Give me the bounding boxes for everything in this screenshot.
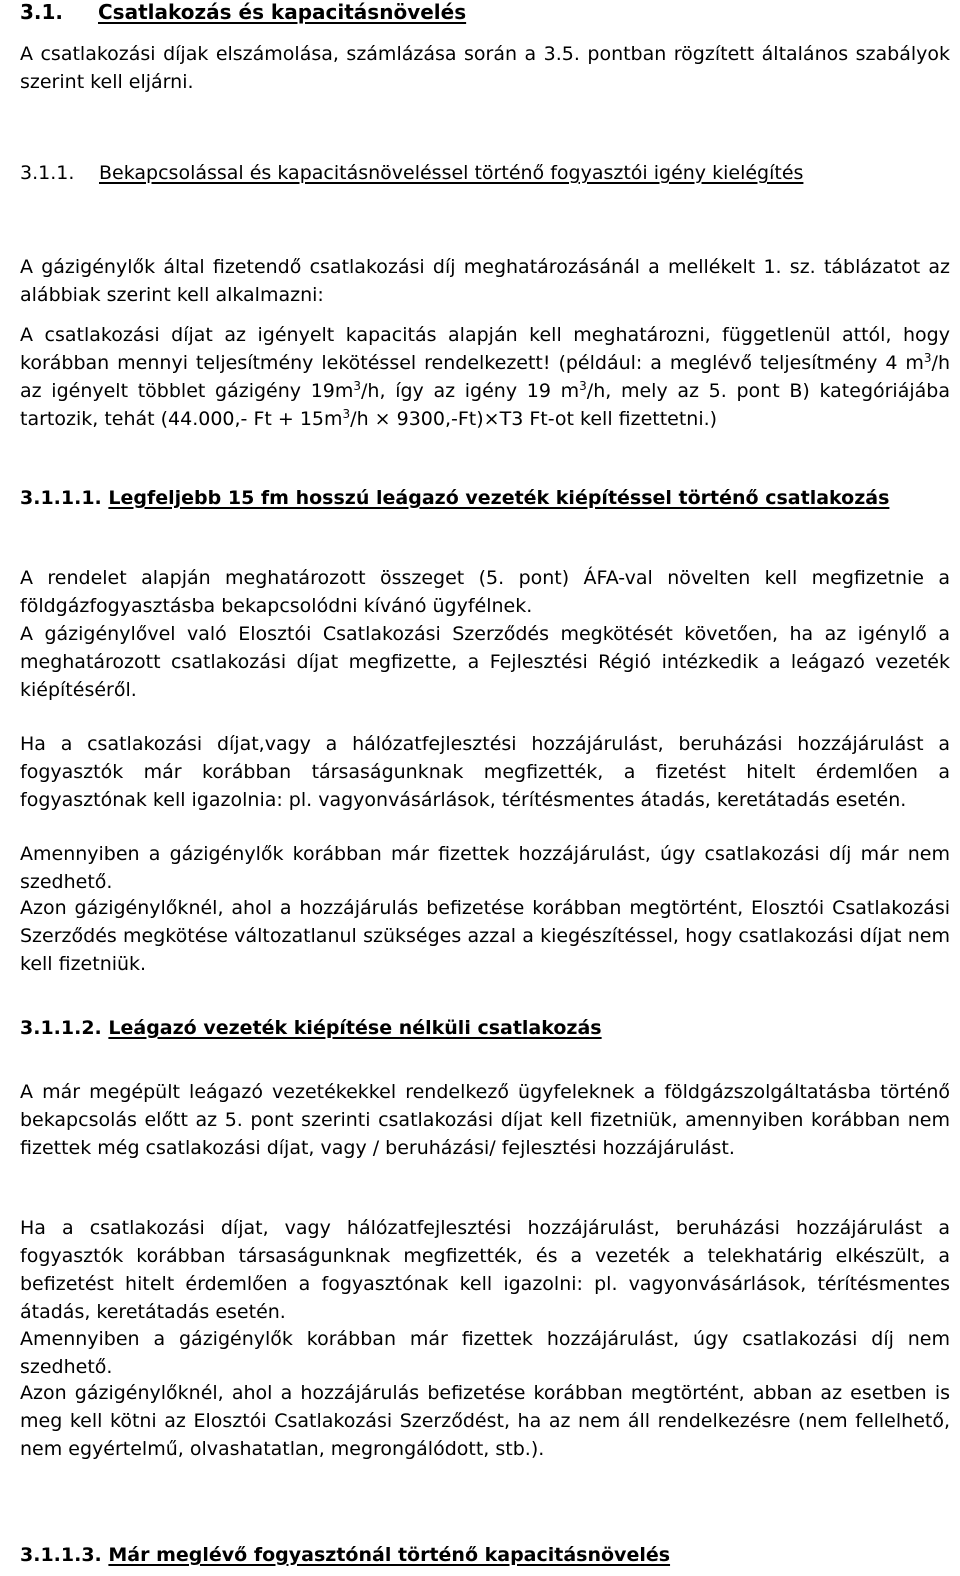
paragraph-2b: Ha a csatlakozási díjat, vagy hálózatfejlesztési hozzájárulást, beruházási hozzájárulást a fogyasztók korábban társaságunknak megfizették, és a vezeték a telekhatárig elkészült, a befizetést hitelt érdemlően a fogyasztónak kell igazolni: pl. vagyonvásárlások, térítésmentes átadás, keretátadás esetén. (20, 1217, 950, 1323)
section-number: 3.1. (20, 0, 64, 24)
section-heading-3-1 (20, 0, 950, 26)
paragraph-2a: A már megépült leágazó vezetékekkel rendelkező ügyfeleknek a földgázszolgáltatásba történő bekapcsolás előtt az 5. pont szerinti csatlakozási díjat kell fizetniük, amennyiben korábban nem fizettek még csatlakozási díjat, vagy / beruházási/ fejlesztési hozzájárulást. (20, 1081, 950, 1159)
section-title: Legfeljebb 15 fm hosszú leágazó vezeték kiépítéssel történő csatlakozás (108, 487, 890, 509)
section-number: 3.1.1. (20, 162, 75, 184)
section-number: 3.1.1.1. (20, 487, 102, 509)
section-title: Leágazó vezeték kiépítése nélküli csatlakozás (108, 1017, 602, 1039)
paragraph-1a: A rendelet alapján meghatározott összeget (5. pont) ÁFA-val növelten kell megfizetnie a földgázfogyasztásba bekapcsolódni kívánó ügyfélnek. (20, 567, 950, 617)
paragraph-2d: Azon gázigénylőknél, ahol a hozzájárulás befizetése korábban megtörtént, abban az esetben is meg kell kötni az Elosztói Csatlakozási Szerződést, ha az nem áll rendelkezésre (nem fellelhető, nem egyértelmű, olvashatatlan, megrongálódott, stb.). (20, 1382, 950, 1460)
capacity-example-paragraph: A csatlakozási díjat az igényelt kapacitás alapján kell meghatározni, függetlenül attól, hogy korábban mennyi teljesítmény lekötéssel rendelkezett! (például: a meglévő teljesítmény 4 $m^3/h$ az igényelt többlet gázigény $19m^3/h$, így az igény 19 $m^3/h$, mely az 5. pont B) kategóriájába tartozik, tehát (44.000,- $Ft + 15m^3/h \times 9300,-Ft)\times T3$ Ft-ot kell fizettetni.) (20, 324, 950, 430)
paragraph-1e: Azon gázigénylőknél, ahol a hozzájárulás befizetése korábban megtörtént, Elosztói Csatlakozási Szerződés megkötése változatlanul szükséges azzal a kiegészítéssel, hogy csatlakozási díjat nem kell fizetniük. (20, 897, 950, 975)
section-heading-3-1-1-3 (20, 1541, 950, 1569)
table-usage-paragraph: A gázigénylők által fizetendő csatlakozási díj meghatározásánál a mellékelt 1. sz. táblázatot az alábbiak szerint kell alkalmazni: (20, 256, 950, 306)
paragraph-1b: A gázigénylővel való Elosztói Csatlakozási Szerződés megkötését követően, ha az igénylő a meghatározott csatlakozási díjat megfizette, a Fejlesztési Régió intézkedik a leágazó vezeték kiépítéséről. (20, 623, 950, 701)
section-title: Bekapcsolással és kapacitásnöveléssel történő fogyasztói igény kielégítés (99, 162, 804, 184)
section-title: Csatlakozás és kapacitásnövelés (98, 0, 467, 24)
intro-paragraph: A csatlakozási díjak elszámolása, számlázása során a 3.5. pontban rögzített általános szabályok szerint kell eljárni. (20, 43, 950, 93)
times-symbol: × (374, 408, 391, 430)
section-heading-3-1-1-2 (20, 1014, 950, 1042)
section-heading-3-1-1 (20, 159, 950, 187)
paragraph-1d: Amennyiben a gázigénylők korábban már fizettek hozzájárulást, úgy csatlakozási díj már nem szedhető. (20, 843, 950, 893)
times-symbol: × (483, 408, 500, 430)
paragraph-1c: Ha a csatlakozási díjat,vagy a hálózatfejlesztési hozzájárulást, beruházási hozzájárulást a fogyasztók már korábban társaságunknak megfizették, a fizetést hitelt érdemlően a fogyasztónak kell igazolnia: pl. vagyonvásárlások, térítésmentes átadás, keretátadás esetén. (20, 733, 950, 811)
section-number: 3.1.1.3. (20, 1544, 102, 1566)
section-number: 3.1.1.2. (20, 1017, 102, 1039)
section-heading-3-1-1-1 (20, 484, 950, 512)
paragraph-2c: Amennyiben a gázigénylők korábban már fizettek hozzájárulást, úgy csatlakozási díj nem szedhető. (20, 1328, 950, 1378)
section-title: Már meglévő fogyasztónál történő kapacitásnövelés (108, 1544, 671, 1566)
